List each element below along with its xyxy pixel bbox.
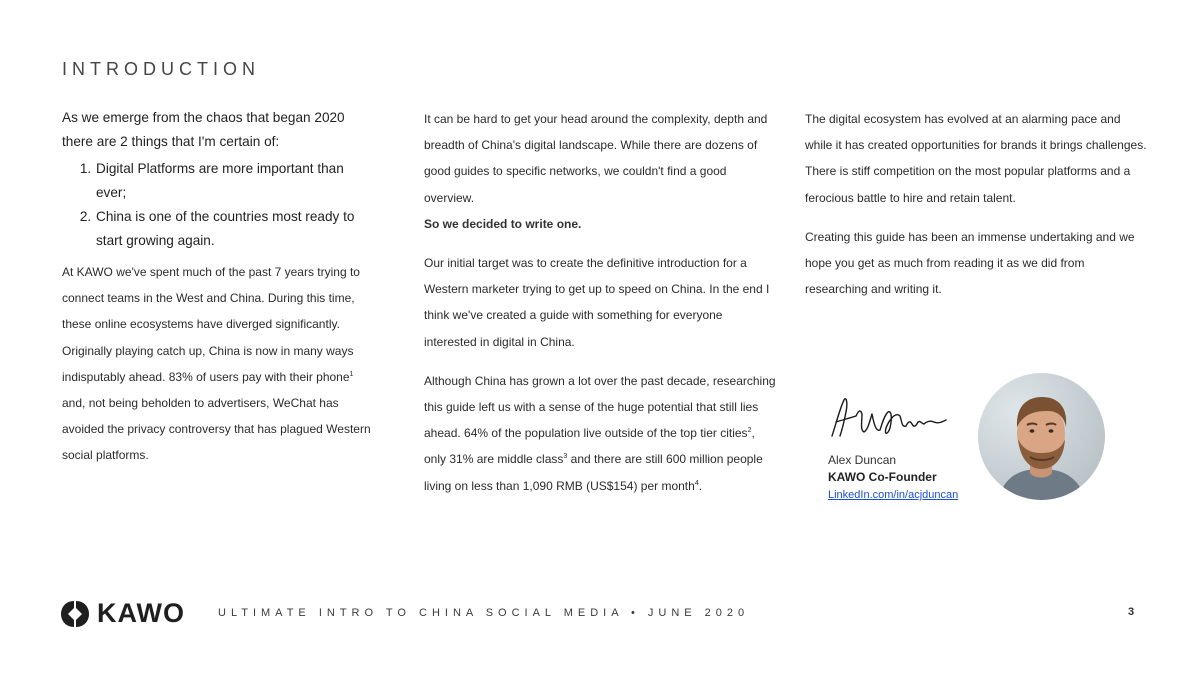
certainties-list — [62, 157, 374, 253]
footer-title: ULTIMATE INTRO TO CHINA SOCIAL MEDIA • JUNE 2020 — [218, 607, 750, 619]
lead-paragraph: As we emerge from the chaos that began 2020 there are 2 things that I'm certain of: — [62, 110, 345, 149]
footnote-ref: 2 — [747, 427, 752, 435]
list-item: 2. China is one of the countries most ready to start growing again. — [95, 205, 374, 253]
footnote-ref: 3 — [563, 453, 568, 461]
column-2 — [424, 106, 776, 499]
column-3 — [805, 106, 1150, 302]
bold-statement: So we decided to write one. — [424, 216, 582, 231]
author-block — [828, 452, 958, 504]
author-role: KAWO Co-Founder — [828, 470, 937, 484]
page-number: 3 — [1128, 606, 1135, 618]
signature-image — [826, 394, 956, 444]
page-heading: INTRODUCTION — [62, 59, 260, 79]
author-name: Alex Duncan — [828, 453, 897, 467]
column-1 — [62, 106, 374, 469]
list-item: 1. Digital Platforms are more important than ever; — [95, 157, 374, 205]
target-paragraph: Our initial target was to create the definitive introduction for a Western marketer trying to get up to speed on China. In the end I think we've created a guide with something for everyone interested in digital in China. — [424, 256, 770, 349]
footnote-ref: 1 — [349, 370, 354, 378]
brand-name: KAWO — [97, 598, 185, 628]
kawo-paragraph: At KAWO we've spent much of the past 7 years trying to connect teams in the West and China. During this time, these online ecosystems have diverged significantly. Originally playing catch up, China is now in many ways indisputably ahead. 83% of users pay with their phone$^1$ and, not being beholden to advertisers, WeChat has avoided the privacy controversy that has plagued Western social platforms. — [62, 265, 371, 463]
closing-paragraph: Creating this guide has been an immense undertaking and we hope you get as much from reading it as we did from researching and writing it. — [805, 229, 1135, 297]
kawo-logo — [59, 598, 185, 629]
linkedin-link[interactable]: LinkedIn.com/in/acjduncan — [828, 489, 959, 501]
landscape-paragraph: It can be hard to get your head around the complexity, depth and breadth of China's digital landscape. While there are dozens of good guides to specific networks, we couldn't find a good overview. So we decided to write one. — [424, 112, 768, 231]
author-avatar — [978, 373, 1105, 500]
growth-paragraph: Although China has grown a lot over the past decade, researching this guide left us with a sense of the huge potential that still lies ahead. 64% of the population live outside of the top tier cities$^2$, only 31% are middle class$^3$ and there are still 600 million people living on less than 1,090 RMB (US$154) per month$^4$. — [424, 373, 776, 493]
ecosystem-paragraph: The digital ecosystem has evolved at an alarming pace and while it has created opportunities for brands it brings challenges. There is stiff competition on the most popular platforms and a ferocious battle to hire and retain talent. — [805, 112, 1147, 205]
kawo-logo-icon — [59, 599, 91, 629]
avatar-portrait-image — [978, 373, 1105, 500]
footnote-ref: 4 — [694, 479, 699, 487]
